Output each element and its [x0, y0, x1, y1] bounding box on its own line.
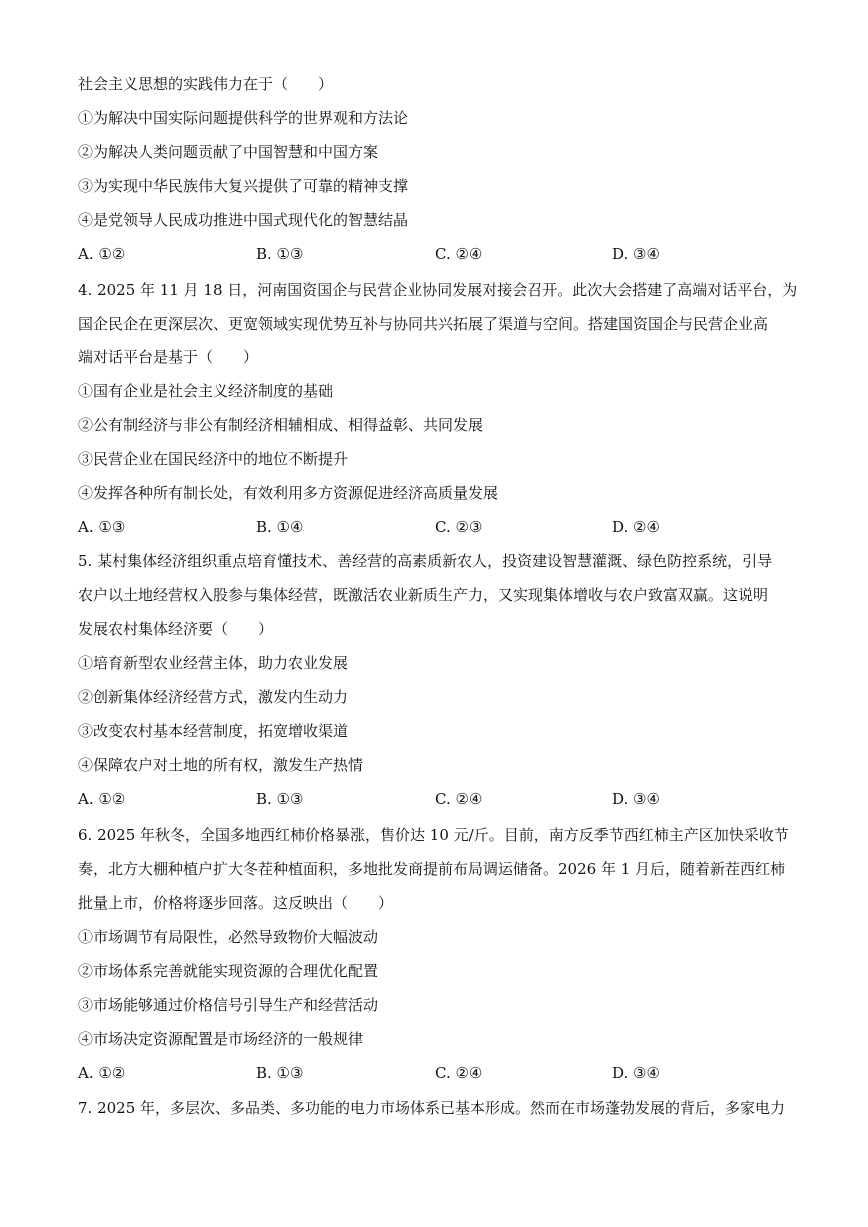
q3-option-d[interactable]: D. ③④: [612, 245, 660, 263]
q7-stem-line-1: 7. 2025 年，多层次、多品类、多功能的电力市场体系已基本形成。然而在市场蓬勃发展的背后，多家电力: [78, 1099, 786, 1117]
q4-stem-line-1: 4. 2025 年 11 月 18 日，河南国资国企与民营企业协同发展对接会召开。此次大会搭建了高端对话平台，为: [78, 281, 798, 299]
q6-option-a[interactable]: A. ①②: [78, 1064, 126, 1082]
q5-option-c[interactable]: C. ②④: [435, 790, 483, 808]
q3-item-1: ①为解决中国实际问题提供科学的世界观和方法论: [78, 109, 409, 127]
q6-options: [78, 1063, 818, 1083]
q3-options: [78, 244, 818, 264]
q3-item-2: ②为解决人类问题贡献了中国智慧和中国方案: [78, 143, 379, 161]
q5-option-a[interactable]: A. ①②: [78, 790, 126, 808]
q4-stem-line-3: 端对话平台是基于（ ）: [78, 348, 259, 366]
q5-stem-line-3: 发展农村集体经济要（ ）: [78, 620, 274, 638]
q4-item-4: ④发挥各种所有制长处，有效利用多方资源促进经济高质量发展: [78, 484, 499, 502]
q3-item-3: ③为实现中华民族伟大复兴提供了可靠的精神支撑: [78, 177, 409, 195]
q5-item-2: ②创新集体经济经营方式，激发内生动力: [78, 688, 349, 706]
q4-option-c[interactable]: C. ②③: [435, 518, 483, 536]
q4-option-a[interactable]: A. ①③: [78, 518, 126, 536]
q5-option-d[interactable]: D. ③④: [612, 790, 660, 808]
q6-item-4: ④市场决定资源配置是市场经济的一般规律: [78, 1030, 364, 1048]
q3-option-c[interactable]: C. ②④: [435, 245, 483, 263]
q5-item-1: ①培育新型农业经营主体，助力农业发展: [78, 654, 349, 672]
q6-option-d[interactable]: D. ③④: [612, 1064, 660, 1082]
q6-item-2: ②市场体系完善就能实现资源的合理优化配置: [78, 962, 379, 980]
q6-option-c[interactable]: C. ②④: [435, 1064, 483, 1082]
q5-stem-line-1: 5. 某村集体经济组织重点培育懂技术、善经营的高素质新农人，投资建设智慧灌溉、绿色防控系统，引导: [78, 552, 773, 570]
q4-option-d[interactable]: D. ②④: [612, 518, 660, 536]
q4-option-b[interactable]: B. ①④: [256, 518, 304, 536]
q4-stem-line-2: 国企民企在更深层次、更宽领域实现优势互补与协同共兴拓展了渠道与空间。搭建国资国企与民营企业高: [78, 315, 769, 333]
q5-item-4: ④保障农户对土地的所有权，激发生产热情: [78, 756, 364, 774]
q5-option-b[interactable]: B. ①③: [256, 790, 304, 808]
q5-item-3: ③改变农村基本经营制度，拓宽增收渠道: [78, 722, 349, 740]
q5-options: [78, 789, 818, 809]
q6-stem-line-3: 批量上市，价格将逐步回落。这反映出（ ）: [78, 894, 394, 912]
q3-item-4: ④是党领导人民成功推进中国式现代化的智慧结晶: [78, 211, 409, 229]
q5-stem-line-2: 农户以土地经营权入股参与集体经营，既激活农业新质生产力，又实现集体增收与农户致富双赢。这说明: [78, 586, 769, 604]
q6-item-1: ①市场调节有局限性，必然导致物价大幅波动: [78, 928, 379, 946]
q3-option-a[interactable]: A. ①②: [78, 245, 126, 263]
q3-option-b[interactable]: B. ①③: [256, 245, 304, 263]
q4-item-3: ③民营企业在国民经济中的地位不断提升: [78, 450, 349, 468]
q6-stem-line-2: 奏，北方大棚种植户扩大冬茬种植面积，多地批发商提前布局调运储备。2026 年 1 月后，随着新茬西红柿: [78, 860, 786, 878]
q3-stem-tail: 社会主义思想的实践伟力在于（ ）: [78, 75, 334, 93]
q6-stem-line-1: 6. 2025 年秋冬，全国多地西红柿价格暴涨，售价达 10 元/斤。目前，南方反季节西红柿主产区加快采收节: [78, 826, 789, 844]
q4-item-1: ①国有企业是社会主义经济制度的基础: [78, 382, 334, 400]
q4-options: [78, 517, 818, 537]
q4-item-2: ②公有制经济与非公有制经济相辅相成、相得益彰、共同发展: [78, 416, 484, 434]
q6-item-3: ③市场能够通过价格信号引导生产和经营活动: [78, 996, 379, 1014]
q6-option-b[interactable]: B. ①③: [256, 1064, 304, 1082]
